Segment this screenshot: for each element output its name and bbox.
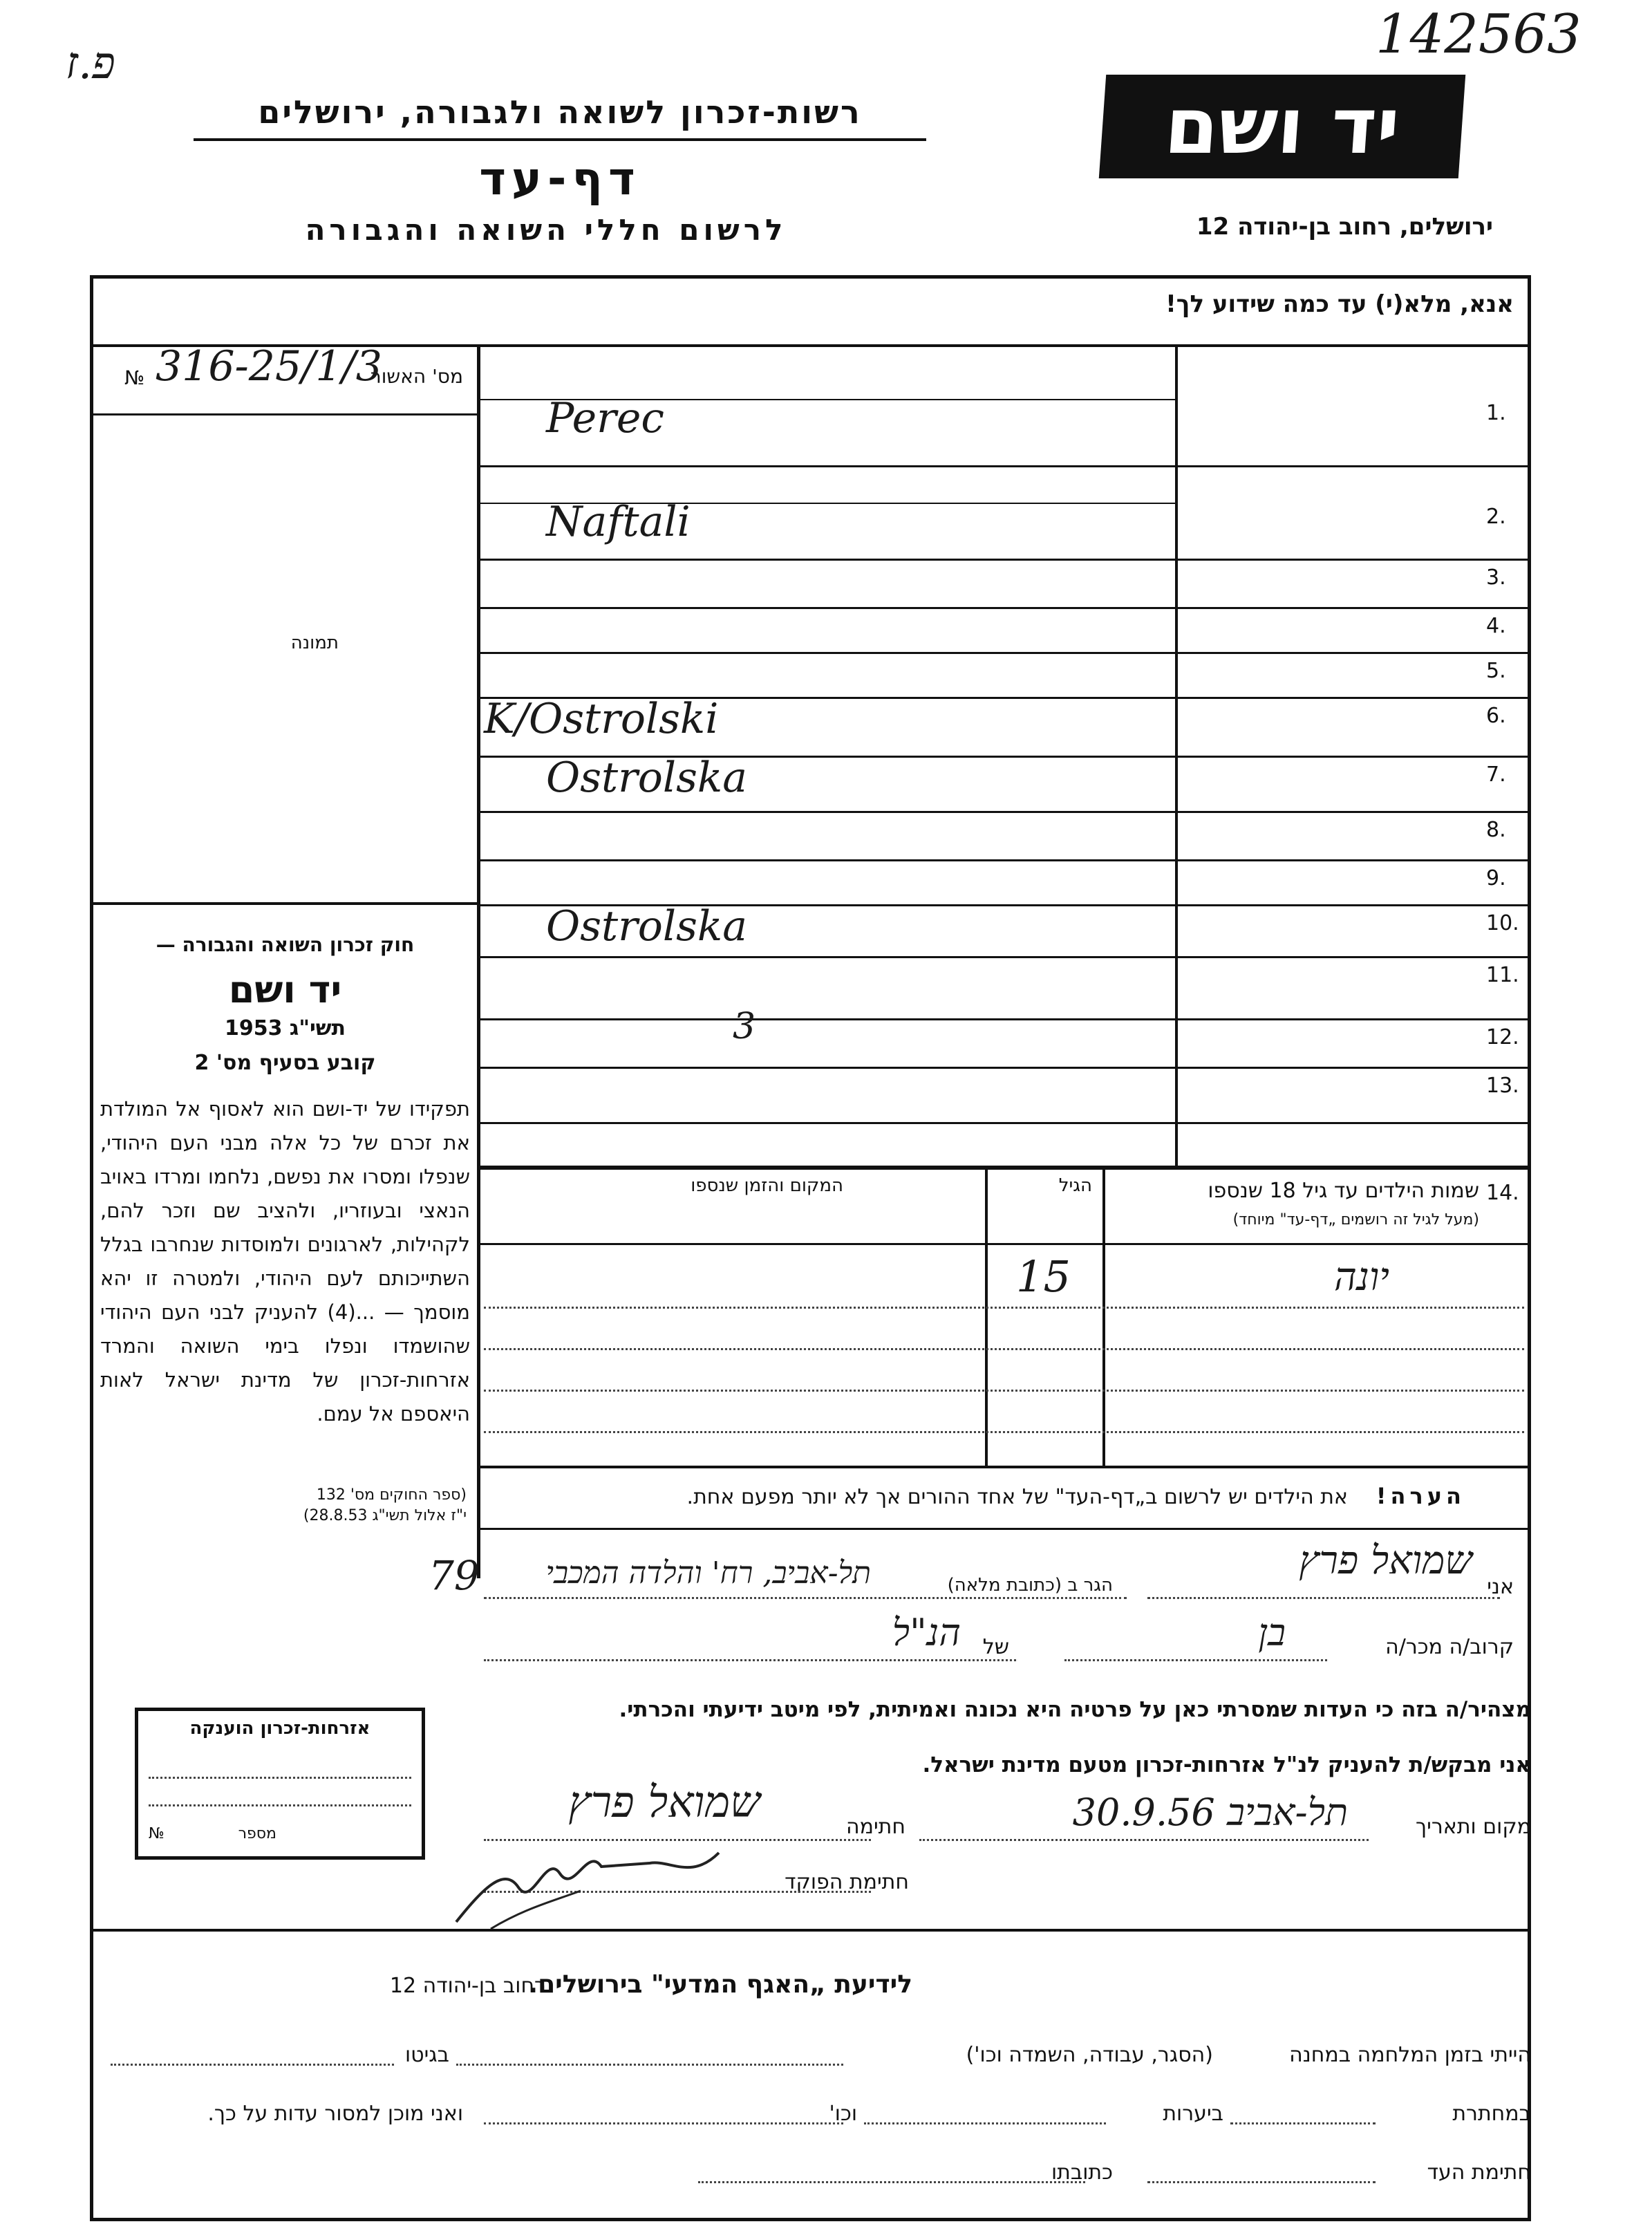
place-date-label: מקום ותאריך (1416, 1815, 1531, 1839)
field-number: 7. (1486, 763, 1506, 787)
header-address: ירושלים, רחוב בן-יהודה 12 (1196, 213, 1493, 241)
declarant-house-number: 79 (429, 1552, 480, 1599)
children-title: שמות הילדים עד גיל 18 שנספו (1208, 1179, 1479, 1203)
field-number: 6. (1486, 704, 1506, 728)
footer-divider (93, 1929, 1528, 1932)
footer-title: לידיעת „האגף המדעי" בירושלים. (528, 1970, 912, 1999)
law-reference: (ספר החוקים מס' 132 (316, 1486, 467, 1504)
field-row-divider (480, 465, 1528, 467)
clerk-signature-scribble (442, 1825, 753, 1936)
footer-camp-types: (הסגר, עבודה, השמדה וכו') (966, 2043, 1213, 2067)
relative-label: קרוב/ה מכר/ה (1385, 1635, 1514, 1659)
law-year: תשי"ג 1953 (224, 1016, 346, 1040)
field-number: 2. (1486, 505, 1506, 529)
field-number: 10. (1486, 911, 1519, 935)
logo-text: יד ושם (1161, 82, 1403, 171)
clerk-signature-label: חתימת הפוקד (785, 1870, 909, 1894)
photo-label: תמונה (290, 633, 339, 653)
request-text: אני מבקש/ת להעניק לנ"ל אזרחות-זכרון מטעם מדינת ישראל. (922, 1753, 1531, 1777)
of-name: הנ"ל (892, 1611, 961, 1654)
approval-box-bottom (93, 413, 479, 415)
footer-address: רחוב בן-יהודה 12 (389, 1974, 546, 1998)
approval-label: מס' האשור (370, 365, 463, 388)
law-clause: קובע בסעיף מס' 2 (194, 1051, 376, 1075)
address-line (484, 1597, 1127, 1599)
relation-value: בן (1258, 1611, 1286, 1654)
footer-witness-address-label: כתובתו (1051, 2160, 1113, 2185)
note-text: את הילדים יש לרשום ב„דף-העד" של אחד ההורים אך לא יותר מפעם אחת. (686, 1485, 1348, 1509)
footer-underground-line (1230, 2122, 1376, 2124)
field-row-divider (480, 559, 1528, 561)
field-value-latin: K/Ostrolski (484, 695, 719, 743)
field-number: 8. (1486, 818, 1506, 842)
footer-forests-line (864, 2122, 1106, 2124)
children-number: 14. (1486, 1181, 1519, 1205)
note-bottom-line (480, 1528, 1528, 1530)
children-col-divider-2 (985, 1168, 988, 1466)
citizenship-line (149, 1777, 411, 1779)
form-subtitle: לרשום חללי השואה והגבורה (305, 213, 787, 247)
header-underline (194, 138, 926, 141)
field-number: 4. (1486, 614, 1506, 638)
photo-box-bottom (93, 902, 479, 905)
children-header-line (480, 1243, 1528, 1245)
yad-vashem-logo (1099, 75, 1465, 178)
field-value-latin: Perec (546, 394, 664, 442)
field-value-latin: Naftali (546, 498, 691, 546)
field-row-divider (480, 1122, 1528, 1124)
footer-ghetto-line (111, 2064, 394, 2066)
place-date-value: תל-אביב 30.9.56 (1072, 1791, 1348, 1834)
declarant-name: שמואל פרץ (1299, 1538, 1472, 1583)
children-count: 3 (733, 1006, 756, 1047)
approval-no-mark: № (124, 366, 145, 389)
children-subtitle: (מעל לגיל זה רושמים „דף-עד" מיוחד) (1232, 1211, 1479, 1228)
field-number: 13. (1486, 1074, 1519, 1098)
field-row-divider (480, 811, 1528, 813)
intro-text: אנא, מלא(י) עד כמה שידוע לך! (1165, 290, 1514, 318)
field-number: 1. (1486, 401, 1506, 425)
archive-number: 142563 (1376, 3, 1581, 66)
child-row-line (484, 1390, 1524, 1392)
child-row-line (484, 1307, 1524, 1309)
child-age: 15 (1016, 1251, 1071, 1302)
of-label: של (982, 1635, 1009, 1659)
law-name: יד ושם (228, 968, 342, 1011)
citizenship-line (149, 1804, 411, 1806)
field-row-divider (480, 652, 1528, 654)
footer-camp-label: הייתי בזמן המלחמה במחנה (1289, 2043, 1531, 2067)
left-column-divider (477, 344, 480, 1578)
field-row-divider (480, 607, 1528, 609)
child-row-line (484, 1348, 1524, 1350)
children-col-place: המקום והזמן שנספו (691, 1175, 843, 1196)
field-number: 11. (1486, 963, 1519, 987)
footer-forests-label: ביערות (1163, 2102, 1223, 2126)
law-title: חוק זכרון השואה והגבורה — (156, 933, 415, 956)
footer-etc-label: וכו' (829, 2102, 857, 2126)
field-number: 5. (1486, 659, 1506, 683)
citizenship-number-label: מספר (238, 1825, 276, 1842)
field-number: 3. (1486, 566, 1506, 590)
children-bottom-line (480, 1466, 1528, 1468)
approval-number: 316-25/1/3 (156, 342, 382, 391)
field-row-divider (480, 1067, 1528, 1069)
place-date-line (919, 1839, 1369, 1841)
of-line (484, 1659, 1016, 1661)
relation-line (1064, 1659, 1327, 1661)
footer-witness-signature-line (1147, 2181, 1376, 2183)
children-col-age: הגיל (1058, 1175, 1092, 1196)
citizenship-no-mark: № (149, 1825, 165, 1842)
authority-name: רשות-זכרון לשואה ולגבורה, ירושלים (258, 93, 862, 131)
field-row-divider (480, 1018, 1528, 1020)
field-number: 12. (1486, 1025, 1519, 1049)
top-left-mark: פ.ז (66, 38, 115, 89)
residing-label: הגר ב (כתובת מלאה) (947, 1575, 1113, 1596)
field-value-latin: Ostrolska (546, 902, 748, 951)
children-col-divider-1 (1102, 1168, 1105, 1466)
child-name: יונה (1333, 1255, 1389, 1300)
law-body: תפקידו של יד-ושם הוא לאסוף אל המולדת את זכרם של כל אלה מבני העם היהודי, שנפלו ומסרו את נפשם, נלחמו ומרדו באויב הנאצי ובעוזריו, ולהציב שם וזכר להם, לקהילות, לארגונים ולמוסדות שנחרבו בגלל השתייכותם לעם היהודי, ולמטרה זו יהא מוסמך — ...(4) להעניק לבני העם היהודי שהושמדו ונפלו בימי השואה והמרד אזרחות-זכרון של מדינת ישראל לאות היאספם אל עמם. (100, 1097, 470, 1426)
child-row-line (484, 1431, 1524, 1433)
declarant-address: תל-אביב, רח' והלדה המכבי (545, 1555, 871, 1591)
ani-label: אני (1487, 1575, 1514, 1599)
signature-value: שמואל פרץ (568, 1777, 760, 1827)
field-row-divider (480, 956, 1528, 958)
declarant-name-line (1147, 1597, 1500, 1599)
field-row-divider (480, 859, 1528, 861)
footer-witness-address-line (698, 2181, 1085, 2183)
declaration-text: מצהיר/ה בזה כי העדות שמסרתי כאן על פרטיה היא נכונה ואמיתית, לפי מיטב ידיעתי והכרתי. (619, 1697, 1531, 1722)
field-number: 9. (1486, 866, 1506, 890)
law-reference-date: י"ז אלול תשי"ג 28.8.53) (303, 1507, 467, 1524)
children-top-line (480, 1167, 1528, 1170)
footer-underground-label: במחתרת (1452, 2102, 1531, 2126)
footer-etc-line (484, 2122, 843, 2124)
field-value-latin: Ostrolska (546, 754, 748, 802)
citizenship-title: אזרחות-זכרון הוענקה (189, 1718, 370, 1739)
footer-ghetto-label: בגיטו (404, 2043, 449, 2067)
footer-camp-line (456, 2064, 843, 2066)
note-title: הערה! (1376, 1483, 1465, 1509)
form-title: דף-עד (479, 152, 641, 205)
signature-label: חתימה (845, 1815, 905, 1839)
footer-willing-text: ואני מוכן למסור עדות על כך. (207, 2102, 463, 2126)
footer-witness-signature-label: חתימת העד (1427, 2160, 1531, 2185)
